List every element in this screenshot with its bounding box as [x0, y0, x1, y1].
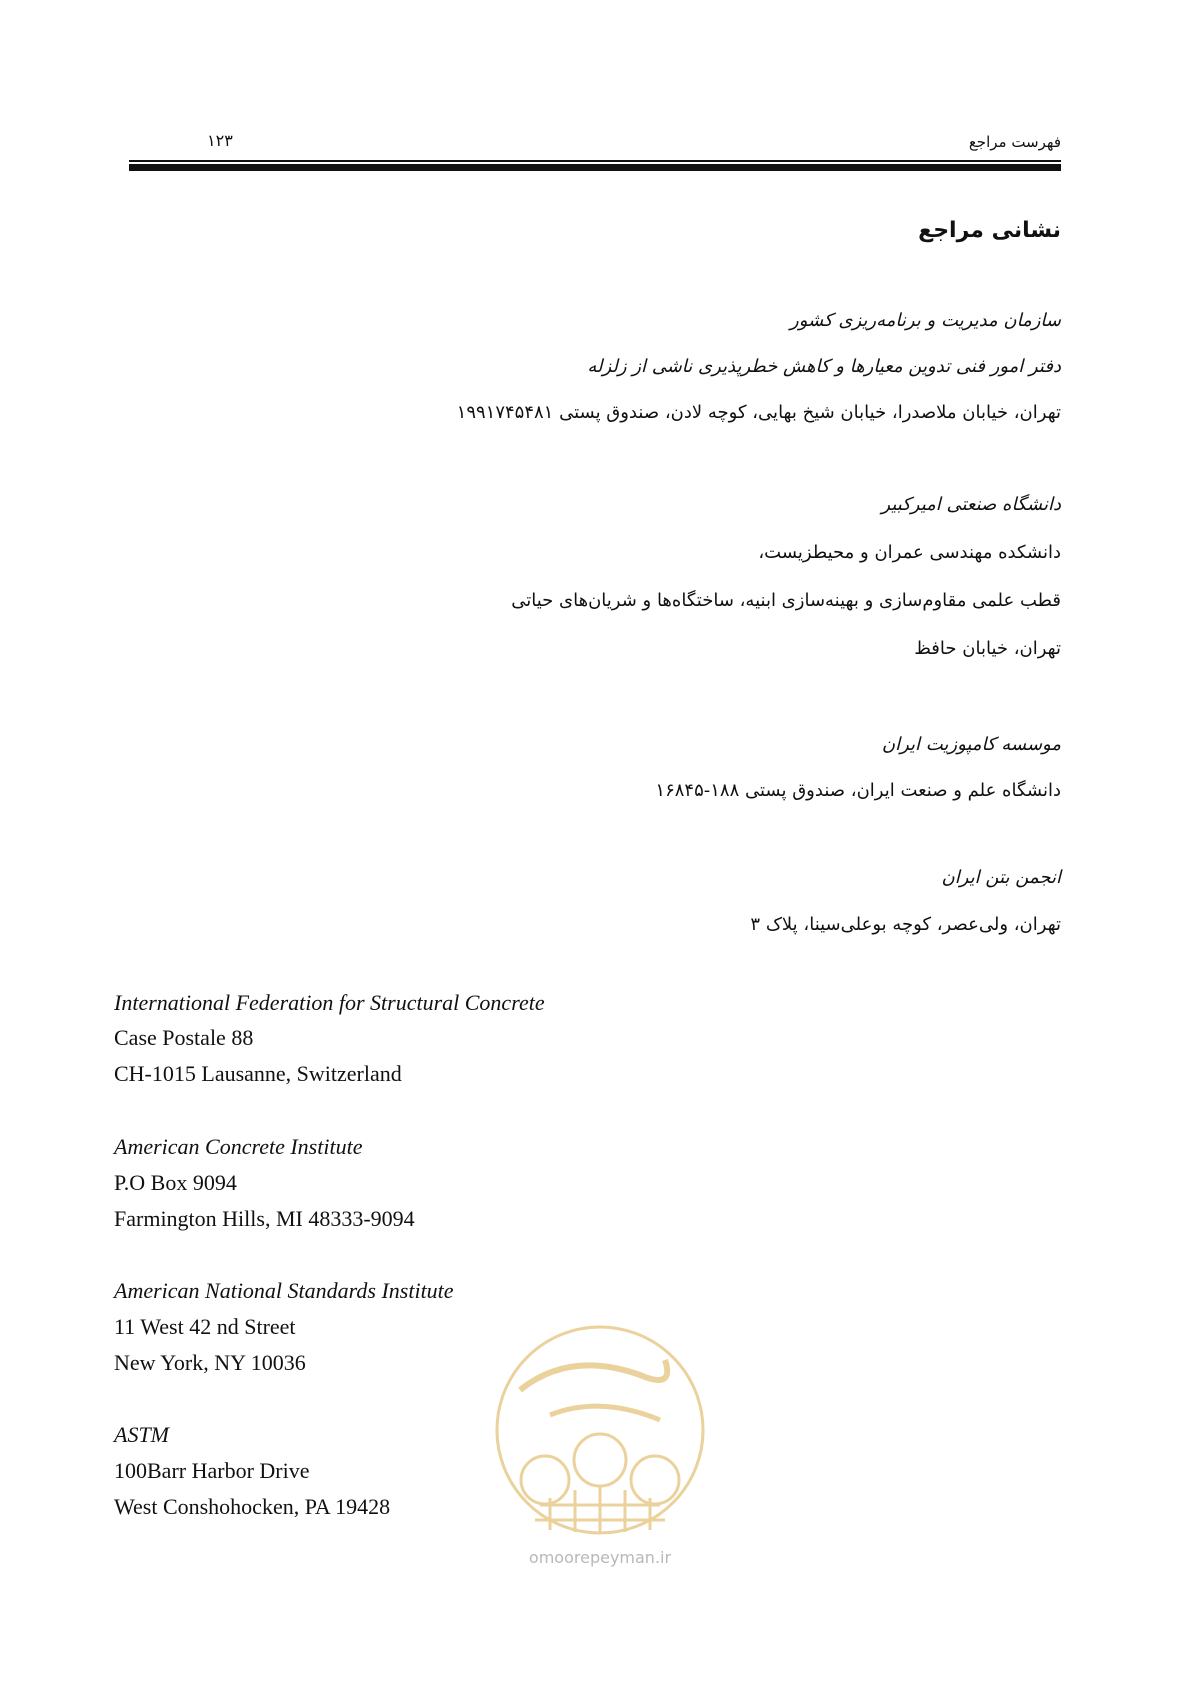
reference-line: P.O Box 9094	[114, 1170, 237, 1195]
reference-org: دانشگاه صنعتی امیرکبیر	[881, 494, 1061, 515]
reference-line: دفتر امور فنی تدوین معیارها و کاهش خطرپذیری ناشی از زلزله	[587, 356, 1061, 377]
reference-org: انجمن بتن ایران	[941, 867, 1061, 888]
reference-org: International Federation for Structural Concrete	[114, 990, 545, 1015]
reference-line: Case Postale 88	[114, 1025, 254, 1050]
running-title: فهرست مراجع	[968, 133, 1061, 151]
watermark-logo	[490, 1320, 710, 1570]
watermark-url: omoorepeyman.ir	[528, 1548, 672, 1567]
reference-line: تهران، خیابان ملاصدرا، خیابان شیخ بهایی، کوچه لادن، صندوق پستی ۱۹۹۱۷۴۵۴۸۱	[456, 402, 1061, 423]
reference-line: Farmington Hills, MI 48333-9094	[114, 1206, 415, 1231]
reference-line: CH-1015 Lausanne, Switzerland	[114, 1061, 402, 1086]
reference-line: تهران، ولی‌عصر، کوچه بوعلی‌سینا، پلاک ۳	[750, 914, 1061, 935]
reference-line: دانشگاه علم و صنعت ایران، صندوق پستی ۱۸۸-۱۶۸۴۵	[655, 780, 1061, 801]
page-number: ۱۲۳	[207, 131, 233, 150]
reference-line: دانشکده مهندسی عمران و محیطزیست،	[758, 542, 1061, 563]
reference-org: American National Standards Institute	[114, 1278, 454, 1303]
reference-line: West Conshohocken, PA 19428	[114, 1494, 391, 1519]
header-rule-thick	[129, 164, 1061, 171]
reference-line: قطب علمی مقاوم‌سازی و بهینه‌سازی ابنیه، ساختگاه‌ها و شریان‌های حیاتی	[511, 590, 1061, 611]
reference-org: سازمان مدیریت و برنامه‌ریزی کشور	[790, 310, 1061, 331]
reference-org: ASTM	[114, 1422, 169, 1447]
reference-org: موسسه کامپوزیت ایران	[881, 734, 1061, 755]
reference-org: American Concrete Institute	[114, 1134, 363, 1159]
reference-line: 11 West 42 nd Street	[114, 1314, 296, 1339]
watermark-emblem-icon	[490, 1320, 710, 1570]
header-rule-thin	[129, 160, 1061, 162]
reference-line: تهران، خیابان حافظ	[914, 638, 1061, 659]
reference-line: New York, NY 10036	[114, 1350, 306, 1375]
reference-line: 100Barr Harbor Drive	[114, 1458, 310, 1483]
section-title: نشانی مراجع	[918, 218, 1061, 243]
